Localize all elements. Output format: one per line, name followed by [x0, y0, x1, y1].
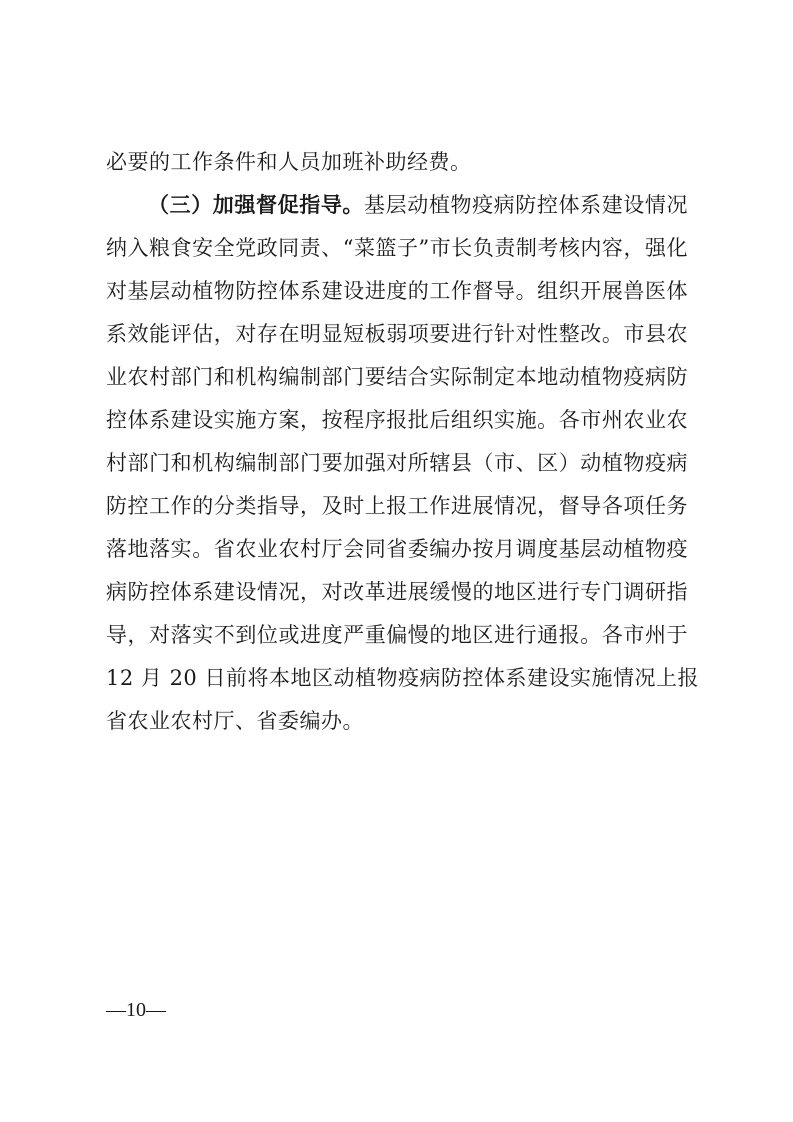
paragraph-line-4: 对基层动植物防控体系建设进度的工作督导。组织开展兽医体: [106, 279, 688, 303]
paragraph-line-11: 病防控体系建设情况，对改革进展缓慢的地区进行专门调研指: [106, 580, 688, 604]
paragraph-line-2-text: 基层动植物疫病防控体系建设情况: [364, 193, 689, 217]
paragraph-line-1: 必要的工作条件和人员加班补助经费。: [106, 150, 472, 174]
paragraph-line-6: 业农村部门和机构编制部门要结合实际制定本地动植物疫病防: [106, 365, 688, 389]
paragraph-line-14: 省农业农村厅、省委编办。: [106, 709, 364, 733]
page-number: —10—: [106, 999, 166, 1021]
paragraph-line-10: 落地落实。省农业农村厅会同省委编办按月调度基层动植物疫: [106, 537, 688, 561]
paragraph-line-12: 导，对落实不到位或进度严重偏慢的地区进行通报。各市州于: [106, 623, 688, 647]
paragraph-line-3: 纳入粮食安全党政同责、“菜篮子”市长负责制考核内容，强化: [106, 236, 688, 260]
paragraph-line-2: [148, 188, 688, 222]
section-heading: （三）加强督促指导。: [148, 192, 365, 217]
paragraph-line-7: 控体系建设实施方案，按程序报批后组织实施。各市州农业农: [106, 408, 688, 432]
paragraph-line-9: 防控工作的分类指导，及时上报工作进展情况，督导各项任务: [106, 494, 688, 518]
paragraph-line-5: 系效能评估，对存在明显短板弱项要进行针对性整改。市县农: [106, 322, 688, 346]
paragraph-line-13: 12 月 20 日前将本地区动植物疫病防控体系建设实施情况上报: [106, 666, 699, 690]
paragraph-line-8: 村部门和机构编制部门要加强对所辖县（市、区）动植物疫病: [106, 451, 688, 475]
